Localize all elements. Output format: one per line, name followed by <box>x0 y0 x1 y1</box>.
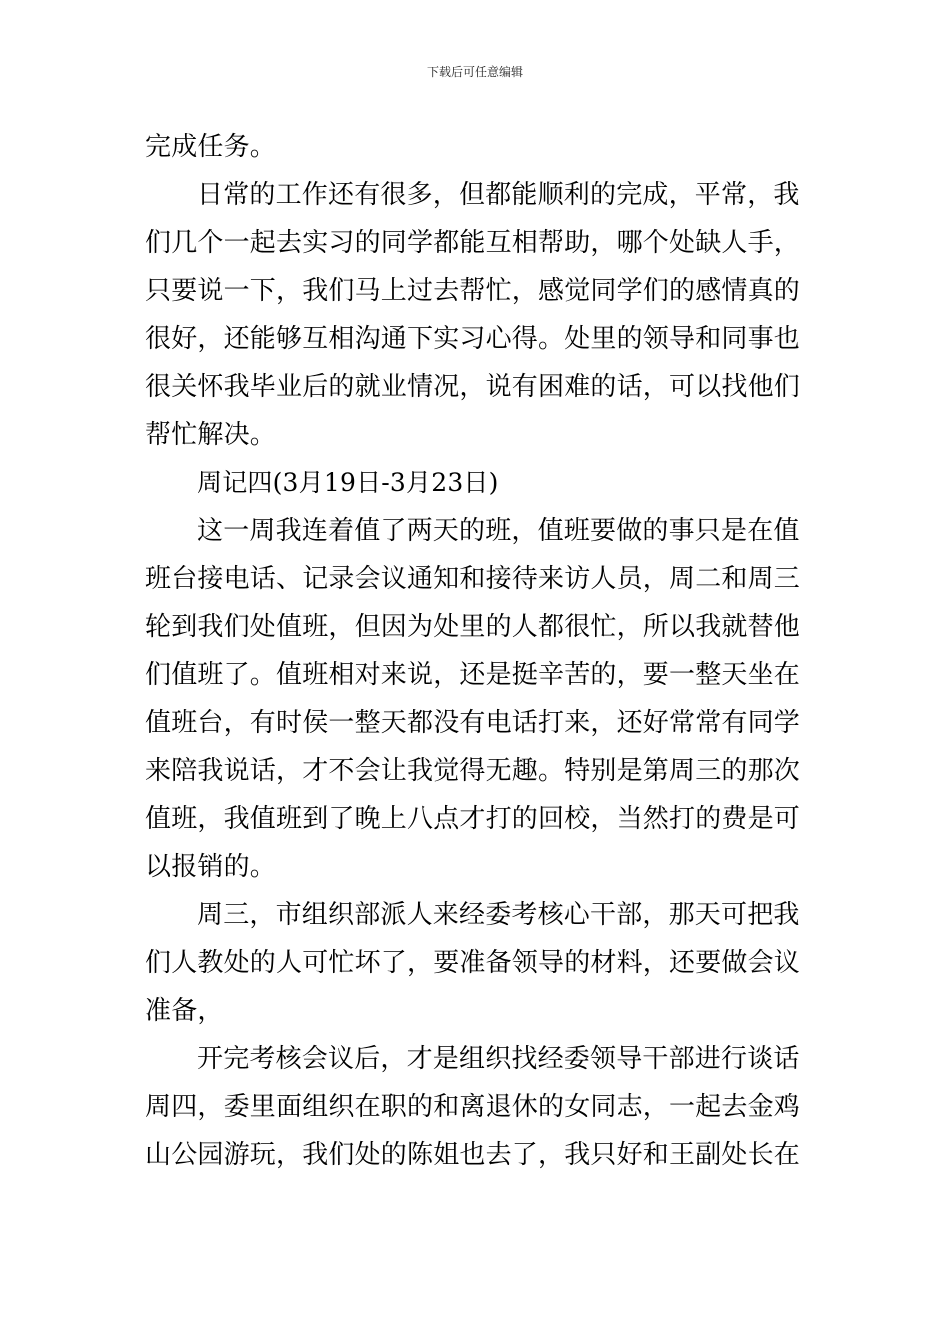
text-line: 很好，还能够互相沟通下实习心得。处里的领导和同事也 <box>145 324 801 354</box>
paragraph-first-line: 日常的工作还有很多，但都能顺利的完成，平常，我 <box>197 180 800 210</box>
text-line: 完成任务。 <box>145 132 277 162</box>
text-line: 准备， <box>145 996 224 1026</box>
page-header: 下载后可任意编辑 <box>426 65 523 79</box>
text-line: 值班台，有时侯一整天都没有电话打来，还好常常有同学 <box>145 708 801 738</box>
section-heading: 周记四(3月19日-3月23日) <box>197 468 499 497</box>
text-line: 以报销的。 <box>145 852 277 882</box>
text-line: 们人教处的人可忙坏了，要准备领导的材料，还要做会议 <box>145 948 801 978</box>
text-line: 只要说一下，我们马上过去帮忙，感觉同学们的感情真的 <box>145 276 801 306</box>
text-line: 值班，我值班到了晚上八点才打的回校，当然打的费是可 <box>145 804 801 834</box>
text-line: 周四，委里面组织在职的和离退休的女同志，一起去金鸡 <box>145 1092 801 1122</box>
text-line: 来陪我说话，才不会让我觉得无趣。特别是第周三的那次 <box>145 756 801 786</box>
text-line: 山公园游玩，我们处的陈姐也去了，我只好和王副处长在 <box>145 1140 801 1170</box>
text-line: 们值班了。值班相对来说，还是挺辛苦的，要一整天坐在 <box>145 660 801 690</box>
paragraph-first-line: 开完考核会议后，才是组织找经委领导干部进行谈话 <box>197 1044 800 1074</box>
text-line: 很关怀我毕业后的就业情况，说有困难的话，可以找他们 <box>145 372 801 402</box>
paragraph-first-line: 周三，市组织部派人来经委考核心干部，那天可把我 <box>197 900 800 930</box>
text-line: 班台接电话、记录会议通知和接待来访人员，周二和周三 <box>145 564 801 594</box>
text-line: 们几个一起去实习的同学都能互相帮助，哪个处缺人手， <box>145 228 801 258</box>
document-body <box>145 123 809 1179</box>
text-line: 轮到我们处值班，但因为处里的人都很忙，所以我就替他 <box>145 612 801 642</box>
paragraph-first-line: 这一周我连着值了两天的班，值班要做的事只是在值 <box>197 516 800 546</box>
text-line: 帮忙解决。 <box>145 420 277 450</box>
